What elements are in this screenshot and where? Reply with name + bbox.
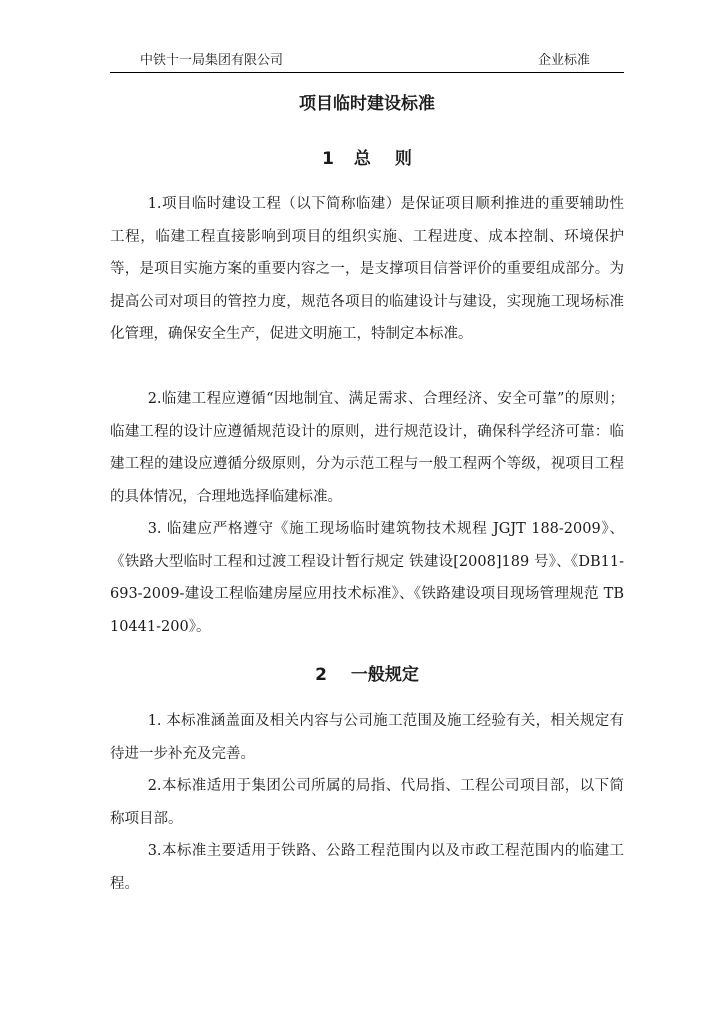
- section-number: 2: [315, 665, 327, 685]
- header-divider: [110, 72, 624, 73]
- paragraph: 3.本标准主要适用于铁路、公路工程范围内以及市政工程范围内的临建工程。: [110, 843, 624, 892]
- paragraph: 2.本标准适用于集团公司所属的局指、代局指、工程公司项目部，以下简称项目部。: [110, 778, 624, 827]
- header-company-name: 中铁十一局集团有限公司: [140, 53, 284, 68]
- section-title: 一般规定: [350, 665, 419, 685]
- paragraph: 1. 本标准涵盖面及相关内容与公司施工范围及施工经验有关，相关规定有待进一步补充及完善。: [110, 713, 624, 762]
- section-heading-general-rules: [110, 662, 624, 688]
- paragraph: 3. 临建应严格遵守《施工现场临时建筑物技术规程 JGJT 188-2009》、《铁路大型临时工程和过渡工程设计暂行规定 铁建设[2008]189 号》、《DB11-693-2009-建设工程临建房屋应用技术标准》、《铁路建设项目现场管理规范 TB 10441-200》。: [110, 521, 624, 635]
- paragraph: 1.项目临时建设工程（以下简称临建）是保证项目顺利推进的重要辅助性工程，临建工程直接影响到项目的组织实施、工程进度、成本控制、环境保护等，是项目实施方案的重要内容之一，是支撑项目信誉评价的重要组成部分。为提高公司对项目的管控力度，规范各项目的临建设计与建设，实现施工现场标准化管理，确保安全生产，促进文明施工，特制定本标准。: [110, 196, 624, 342]
- page-header: [110, 50, 624, 72]
- paragraph: 2.临建工程应遵循“因地制宜、满足需求、合理经济、安全可靠”的原则；临建工程的设计应遵循规范设计的原则，进行规范设计，确保科学经济可靠：临建工程的建设应遵循分级原则，分为示范工程与一般工程两个等级，视项目工程的具体情况，合理地选择临建标准。: [110, 391, 624, 505]
- header-standard-type: 企业标准: [537, 53, 590, 68]
- document-title: 项目临时建设标准: [299, 94, 435, 114]
- section-title: 总则: [353, 149, 436, 169]
- section-number: 1: [322, 149, 334, 169]
- section-heading-general: [110, 146, 624, 172]
